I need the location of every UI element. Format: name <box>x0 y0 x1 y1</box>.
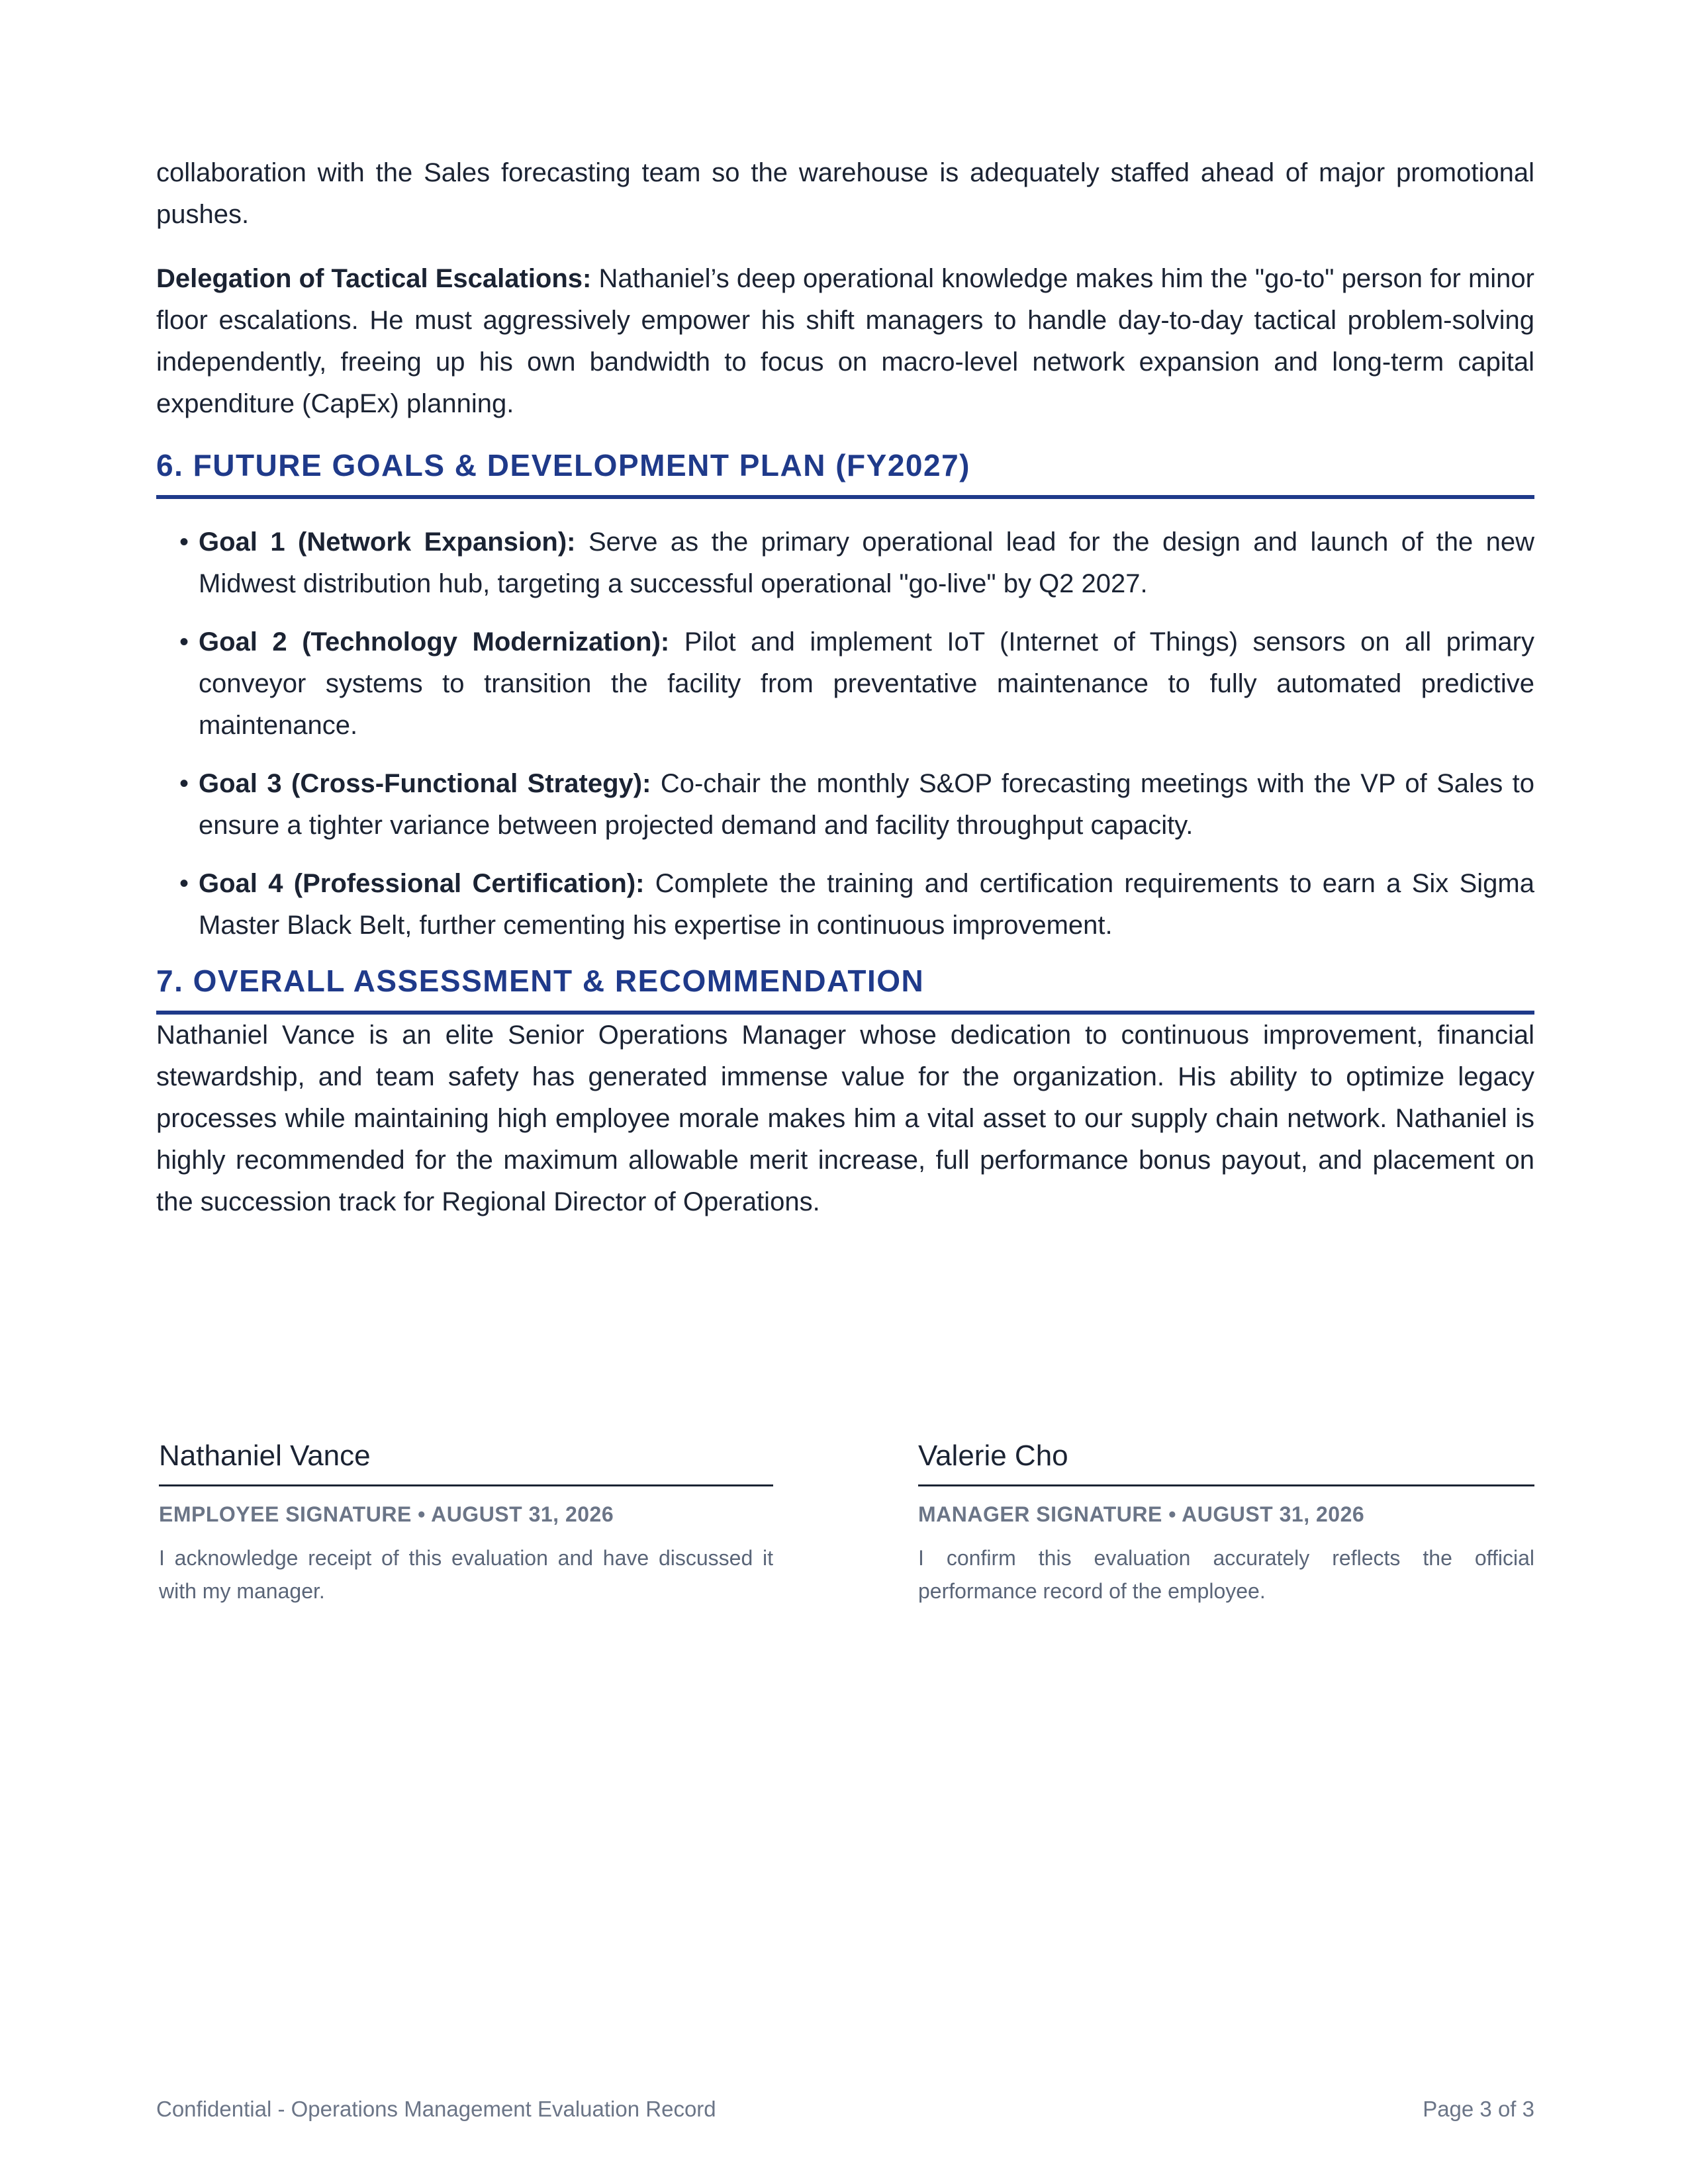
manager-signature-caption: MANAGER SIGNATURE • AUGUST 31, 2026 <box>918 1502 1365 1526</box>
employee-signature-note: I acknowledge receipt of this evaluation and have discussed it with my manager. <box>159 1546 773 1603</box>
goal-item-3 <box>156 763 1534 846</box>
section-6-heading: 6. FUTURE GOALS & DEVELOPMENT PLAN (FY2027) <box>156 447 1534 499</box>
manager-signature <box>918 1433 1534 1608</box>
signature-block <box>159 1433 1534 1631</box>
section-7-heading: 7. OVERALL ASSESSMENT & RECOMMENDATION <box>156 963 1534 1015</box>
goal-text: Co-chair the monthly S&OP forecasting meetings with the VP of Sales to ensure a tighter variance between projected demand and facility throughput capacity. <box>199 769 1534 840</box>
footer-page-number: Page 3 of 3 <box>1423 2097 1534 2121</box>
footer-confidential: Confidential - Operations Management Evaluation Record <box>156 2097 716 2121</box>
goal-item-2 <box>156 621 1534 747</box>
delegation-text: Nathaniel’s deep operational knowledge makes him the "go-to" person for minor floor escalations. He must aggressively empower his shift managers to handle day-to-day tactical problem-solving independently, freeing up his own bandwidth to focus on macro-level network expansion and long-term capital expenditure (CapEx) planning. <box>156 264 1534 418</box>
goal-text: Serve as the primary operational lead for the design and launch of the new Midwest distribution hub, targeting a successful operational "go-live" by Q2 2027. <box>199 527 1535 598</box>
assessment-paragraph: Nathaniel Vance is an elite Senior Operations Manager whose dedication to continuous improvement, financial stewardship, and team safety has generated immense value for the organization. His ability to optimize legacy processes while maintaining high employee morale makes him a vital asset to our supply chain network. Nathaniel is highly recommended for the maximum allowable merit increase, full performance bonus payout, and placement on the succession track for Regional Director of Operations. <box>156 1021 1534 1216</box>
delegation-label: Delegation of Tactical Escalations: <box>156 264 592 293</box>
goal-label: Goal 2 (Technology Modernization): <box>199 627 670 657</box>
employee-signature-name: Nathaniel Vance <box>159 1433 773 1486</box>
bullet: • <box>179 627 189 657</box>
document-body <box>156 152 1534 1246</box>
employee-signature-caption: EMPLOYEE SIGNATURE • AUGUST 31, 2026 <box>159 1502 614 1526</box>
intro-paragraph: collaboration with the Sales forecasting team so the warehouse is adequately staffed ahead of major promotional pushes. <box>156 158 1534 229</box>
goal-text: Complete the training and certification requirements to earn a Six Sigma Master Black Belt, further cementing his expertise in continuous improvement. <box>199 869 1534 940</box>
bullet: • <box>179 869 189 898</box>
goal-item-1 <box>156 522 1534 605</box>
delegation-paragraph <box>156 258 1534 425</box>
goal-text: Pilot and implement IoT (Internet of Things) sensors on all primary conveyor systems to transition the facility from preventative maintenance to fully automated predictive maintenance. <box>199 627 1534 740</box>
manager-signature-note: I confirm this evaluation accurately reflects the official performance record of the employee. <box>918 1546 1534 1603</box>
bullet: • <box>179 527 189 557</box>
goal-label: Goal 3 (Cross-Functional Strategy): <box>199 769 651 798</box>
goal-label: Goal 4 (Professional Certification): <box>199 869 645 898</box>
employee-signature <box>159 1433 773 1608</box>
bullet: • <box>179 769 189 798</box>
goal-item-4 <box>156 863 1534 946</box>
goal-label: Goal 1 (Network Expansion): <box>199 527 576 557</box>
manager-signature-name: Valerie Cho <box>918 1433 1534 1486</box>
goals-list <box>156 522 1534 946</box>
